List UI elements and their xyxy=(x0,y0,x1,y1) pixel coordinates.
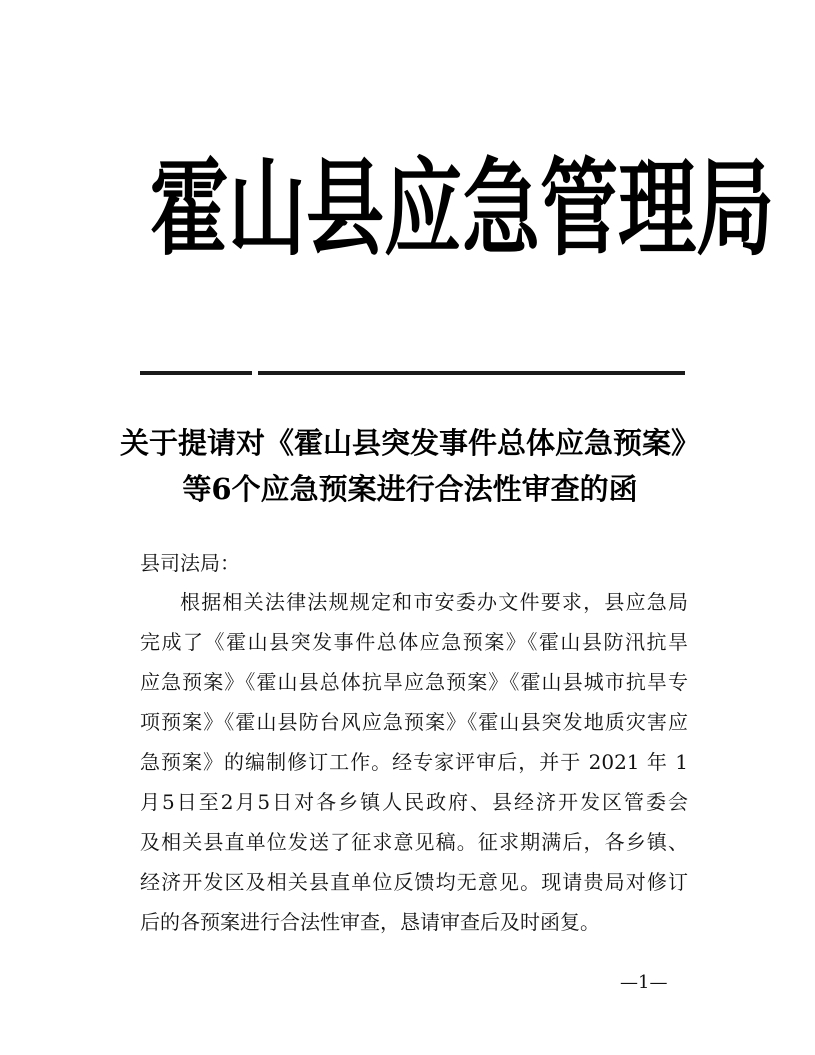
title-line-1: 关于提请对《霍山县突发事件总体应急预案》 xyxy=(119,426,700,460)
body-line: 月5日至2月5日对各乡镇人民政府、县经济开发区管委会 xyxy=(140,790,688,814)
organization-header xyxy=(150,147,775,271)
body-line: 经济开发区及相关县直单位反馈均无意见。现请贵局对修订 xyxy=(140,870,688,894)
header-char: 管 xyxy=(540,147,619,271)
header-char: 理 xyxy=(618,147,697,271)
body-line: 项预案》《霍山县防台风应急预案》《霍山县突发地质灾害应 xyxy=(140,710,688,734)
header-char: 霍 xyxy=(150,147,229,271)
page-number: —1— xyxy=(620,972,668,993)
body-line: 根据相关法律法规规定和市安委办文件要求，县应急局 xyxy=(180,590,688,614)
body-line: 及相关县直单位发送了征求意见稿。征求期满后，各乡镇、 xyxy=(140,830,688,854)
title-line-2: 等6个应急预案进行合法性审查的函 xyxy=(182,472,638,506)
body-line: 急预案》的编制修订工作。经专家评审后，并于 2021 年 1 xyxy=(140,750,688,774)
body-line: 完成了《霍山县突发事件总体应急预案》《霍山县防汛抗旱 xyxy=(140,630,688,654)
header-char: 急 xyxy=(462,147,541,271)
header-char: 局 xyxy=(696,147,775,271)
header-char: 应 xyxy=(384,147,463,271)
header-char: 县 xyxy=(306,147,385,271)
header-divider xyxy=(140,371,685,375)
body-line: 后的各预案进行合法性审查，恳请审查后及时函复。 xyxy=(140,910,600,934)
salutation: 县司法局： xyxy=(140,551,240,575)
body-paragraph xyxy=(140,582,688,942)
document-title xyxy=(110,420,710,512)
divider-gap xyxy=(252,371,258,375)
body-line: 应急预案》《霍山县总体抗旱应急预案》《霍山县城市抗旱专 xyxy=(140,670,688,694)
header-char: 山 xyxy=(228,147,307,271)
